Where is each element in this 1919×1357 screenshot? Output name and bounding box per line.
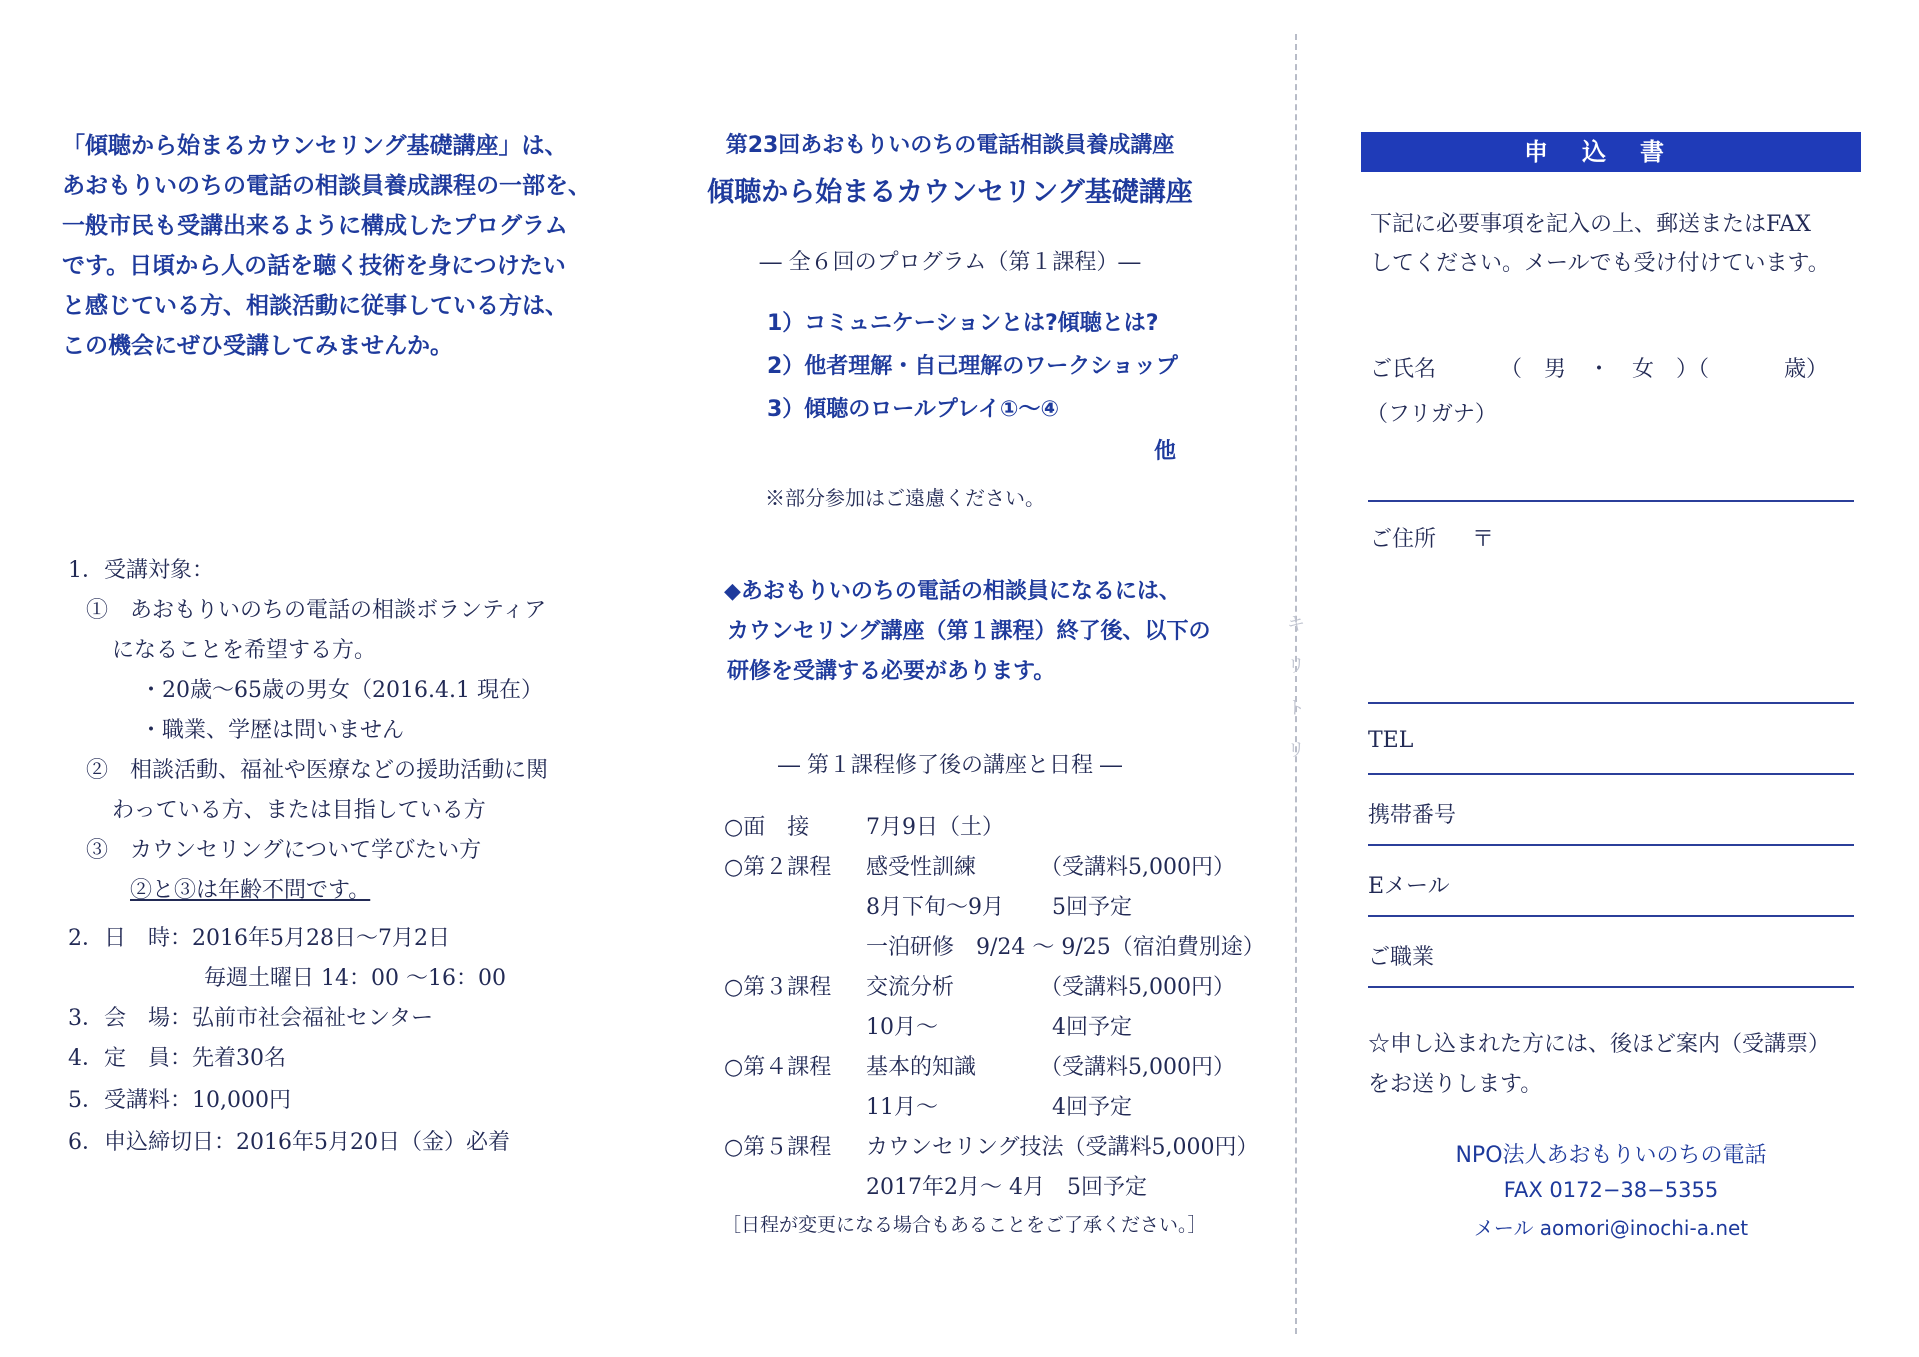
schedule-fee: （受講料5,000円）: [1040, 855, 1235, 880]
organization-email[interactable]: メール aomori@inochi-a.net: [1473, 1216, 1749, 1240]
intro-paragraph: [62, 126, 602, 366]
become-counselor-line-1: ◆あおもりいのちの電話の相談員になるには、: [724, 578, 1181, 604]
gender-options[interactable]: （ 男 ・ 女 ）（: [1500, 357, 1710, 382]
cut-label-char: キ: [1287, 614, 1305, 635]
detail-age-note: ②と③は年齢不問です。: [130, 878, 371, 903]
program-item-3: 3）傾聴のロールプレイ①～④: [767, 397, 1060, 422]
intro-line: です。日頃から人の話を聴く技術を身につけたい: [62, 253, 566, 279]
age-label: 歳）: [1784, 357, 1829, 382]
email-field-line[interactable]: [1368, 915, 1854, 917]
occupation-label: ご職業: [1368, 945, 1435, 970]
schedule-course: 基本的知識: [866, 1055, 977, 1080]
detail-occupation: ・職業、学歴は問いません: [140, 718, 405, 743]
intro-line: この機会にぜひ受講してみませんか。: [62, 333, 453, 359]
cut-label-char: リ: [1287, 740, 1305, 761]
detail-deadline: 6．申込締切日：2016年5月20日（金）必着: [68, 1130, 510, 1155]
participation-note: ※部分参加はご遠慮ください。: [765, 486, 1045, 510]
intro-line: あおもりいのちの電話の相談員養成課程の一部を、: [62, 173, 591, 199]
schedule-course: 感受性訓練: [866, 855, 977, 880]
detail-target-1: ① あおもりいのちの電話の相談ボランティア: [86, 598, 547, 623]
tel-field-line[interactable]: [1368, 773, 1854, 775]
organization-fax: FAX 0172−38−5355: [1503, 1178, 1719, 1202]
notice-line-1: ☆申し込まれた方には、後ほど案内（受講票）: [1368, 1032, 1831, 1057]
schedule-change-note: ［日程が変更になる場合もあることをご了承ください。］: [722, 1214, 1207, 1236]
program-heading: ― 全６回のプログラム（第１課程）―: [759, 250, 1141, 275]
become-counselor-line-2: カウンセリング講座（第１課程）終了後、以下の: [727, 618, 1211, 644]
schedule-fee: 4回予定: [1052, 1015, 1132, 1040]
cut-label-char: ト: [1287, 698, 1305, 719]
schedule-fee: 5回予定: [1052, 895, 1132, 920]
email-label: Eメール: [1368, 874, 1450, 899]
detail-fee: 5．受講料：10,000円: [68, 1088, 291, 1113]
address-field-line[interactable]: [1368, 702, 1854, 704]
course-series-title: 第23回あおもりいのちの電話相談員養成講座: [725, 133, 1175, 158]
notice-line-2: をお送りします。: [1368, 1072, 1543, 1097]
detail-target-3: ③ カウンセリングについて学びたい方: [86, 838, 482, 863]
organization-name: NPO法人あおもりいのちの電話: [1455, 1143, 1767, 1168]
schedule-label: ○第４課程: [724, 1055, 832, 1080]
schedule-label: ○第３課程: [724, 975, 832, 1000]
schedule-heading: ― 第１課程修了後の講座と日程 ―: [778, 753, 1122, 778]
detail-target-heading: 1．受講対象：: [68, 558, 214, 583]
application-form-header: 申込書: [1361, 132, 1861, 172]
name-label: ご氏名: [1370, 357, 1437, 382]
mobile-field-line[interactable]: [1368, 844, 1854, 846]
program-item-1: 1）コミュニケーションとは?傾聴とは?: [767, 311, 1159, 336]
program-etc: 他: [1154, 439, 1177, 464]
schedule-course: 一泊研修 9/24 ～ 9/25（宿泊費別途）: [866, 935, 1265, 960]
course-main-title: 傾聴から始まるカウンセリング基礎講座: [707, 177, 1193, 208]
detail-target-1-cont: になることを希望する方。: [112, 638, 377, 663]
form-instructions-line-2: してください。メールでも受け付けています。: [1370, 251, 1830, 276]
address-label: ご住所: [1370, 527, 1437, 552]
detail-time: 毎週土曜日 14：00 ～16：00: [204, 966, 506, 991]
intro-line: 一般市民も受講出来るように構成したプログラム: [62, 213, 568, 239]
furigana-label: （フリガナ）: [1366, 402, 1497, 427]
program-item-2: 2）他者理解・自己理解のワークショップ: [767, 354, 1178, 379]
schedule-course: 11月～: [866, 1095, 938, 1120]
schedule-course: 2017年2月～ 4月 5回予定: [866, 1175, 1147, 1200]
schedule-label: ○面 接: [724, 815, 810, 840]
form-instructions-line-1: 下記に必要事項を記入の上、郵送またはFAX: [1370, 212, 1811, 237]
schedule-course: 7月9日（土）: [866, 815, 1004, 840]
mobile-label: 携帯番号: [1368, 803, 1457, 828]
detail-date: 2．日 時：2016年5月28日～7月2日: [68, 926, 450, 951]
schedule-course: カウンセリング技法（受講料5,000円）: [866, 1135, 1259, 1160]
intro-line: と感じている方、相談活動に従事している方は、: [62, 293, 568, 319]
cut-line: [1295, 34, 1297, 1334]
schedule-fee: （受講料5,000円）: [1040, 975, 1235, 1000]
become-counselor-line-3: 研修を受講する必要があります。: [727, 658, 1056, 684]
schedule-course: 交流分析: [866, 975, 955, 1000]
schedule-label: ○第５課程: [724, 1135, 832, 1160]
schedule-course: 8月下旬～9月: [866, 895, 1004, 920]
detail-target-2: ② 相談活動、福祉や医療などの援助活動に関: [86, 758, 549, 783]
intro-line: 「傾聴から始まるカウンセリング基礎講座」は、: [62, 133, 568, 159]
cut-label-char: リ: [1287, 656, 1305, 677]
name-field-line[interactable]: [1368, 500, 1854, 502]
detail-age: ・20歳～65歳の男女（2016.4.1 現在）: [140, 678, 543, 703]
occupation-field-line[interactable]: [1368, 986, 1854, 988]
detail-target-2-cont: わっている方、または目指している方: [112, 798, 486, 823]
tel-label: TEL: [1368, 728, 1414, 753]
schedule-fee: 4回予定: [1052, 1095, 1132, 1120]
schedule-fee: （受講料5,000円）: [1040, 1055, 1235, 1080]
schedule-course: 10月～: [866, 1015, 938, 1040]
detail-venue: 3．会 場：弘前市社会福祉センター: [68, 1006, 434, 1031]
schedule-label: ○第２課程: [724, 855, 832, 880]
postal-mark: 〒: [1472, 527, 1495, 552]
detail-capacity: 4．定 員：先着30名: [68, 1046, 286, 1071]
